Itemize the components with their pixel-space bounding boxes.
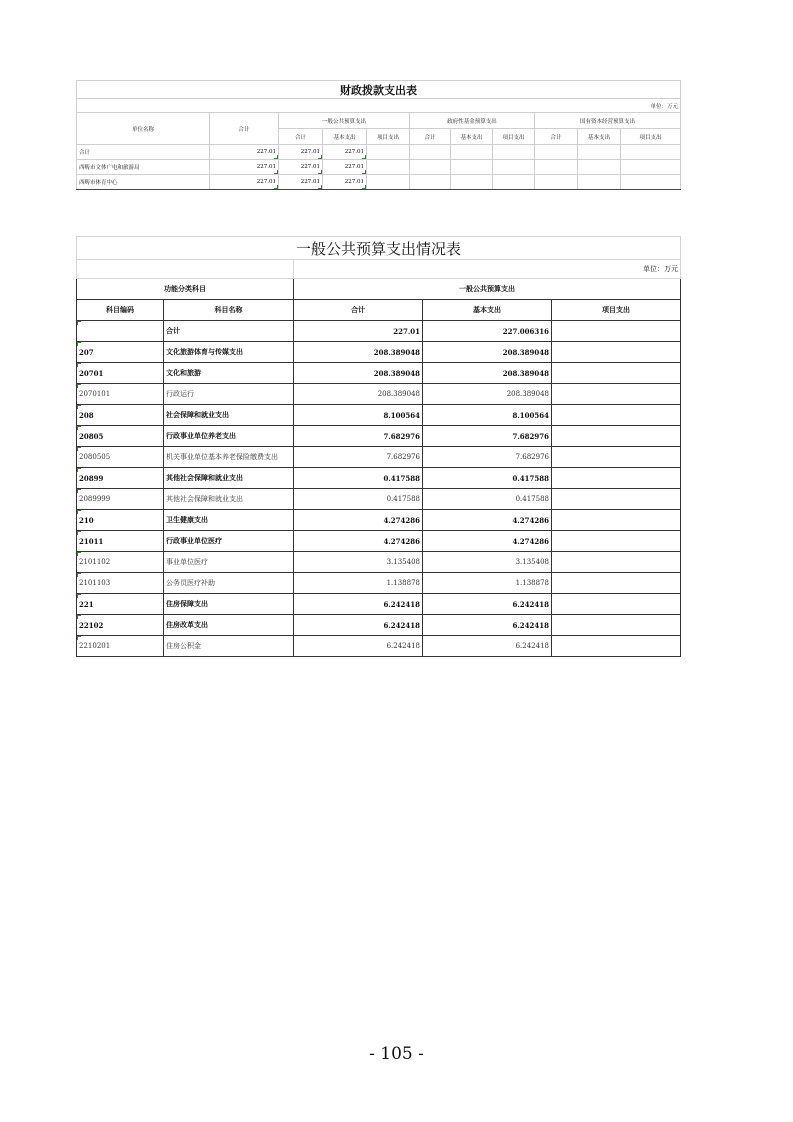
row-basic: 6.242418 [423, 636, 552, 657]
cell [410, 175, 451, 190]
row-code: 2101102 [77, 552, 164, 573]
row-total: 8.100564 [294, 405, 423, 426]
row-basic: 0.417588 [423, 489, 552, 510]
row-name: 合计 [77, 145, 210, 160]
row-name: 西畴市文体广电和旅游局 [77, 160, 210, 175]
cell [410, 160, 451, 175]
row-code: 2080505 [77, 447, 164, 468]
row-gpb-basic: 227.01 [323, 175, 367, 190]
header-func-class: 功能分类科目 [77, 279, 294, 300]
row-basic: 1.138878 [423, 573, 552, 594]
header-total: 合计 [294, 300, 423, 321]
table-row [77, 468, 681, 489]
row-project [552, 636, 681, 657]
row-name: 合计 [164, 321, 294, 342]
cell [451, 175, 493, 190]
header-gpb-basic: 基本支出 [323, 129, 367, 145]
cell [451, 145, 493, 160]
row-name: 住房改革支出 [164, 615, 294, 636]
row-total: 7.682976 [294, 426, 423, 447]
row-code: 20701 [77, 363, 164, 384]
row-project [552, 615, 681, 636]
header-soe-basic: 基本支出 [578, 129, 621, 145]
header-gpb-total: 合计 [279, 129, 323, 145]
table-row [77, 615, 681, 636]
row-project [552, 321, 681, 342]
row-code: 210 [77, 510, 164, 531]
row-name: 西畴市体育中心 [77, 175, 210, 190]
row-name: 行政事业单位养老支出 [164, 426, 294, 447]
header-project: 项目支出 [552, 300, 681, 321]
table-row [77, 531, 681, 552]
header-fund-project: 项目支出 [493, 129, 535, 145]
row-basic: 3.135408 [423, 552, 552, 573]
header-total: 合计 [210, 113, 279, 145]
header-gpb-project: 项目支出 [367, 129, 410, 145]
row-name: 机关事业单位基本养老保险缴费支出 [164, 447, 294, 468]
row-basic: 0.417588 [423, 468, 552, 489]
table-row [77, 489, 681, 510]
row-basic: 4.274286 [423, 510, 552, 531]
row-total: 0.417588 [294, 468, 423, 489]
table-row [77, 636, 681, 657]
cell [367, 175, 410, 190]
cell [367, 160, 410, 175]
table-row [77, 426, 681, 447]
page-number: - 105 - [369, 1044, 424, 1064]
row-basic: 7.682976 [423, 447, 552, 468]
row-basic: 4.274286 [423, 531, 552, 552]
table1-unit: 单位：万元 [77, 99, 681, 113]
cell [535, 145, 578, 160]
row-project [552, 531, 681, 552]
table-row [77, 573, 681, 594]
table-row [77, 363, 681, 384]
row-project [552, 342, 681, 363]
row-code: 20805 [77, 426, 164, 447]
row-name: 卫生健康支出 [164, 510, 294, 531]
cell [493, 145, 535, 160]
row-gpb-total: 227.01 [279, 160, 323, 175]
table-row [77, 510, 681, 531]
row-name: 公务员医疗补助 [164, 573, 294, 594]
header-soe: 国有资本经营预算支出 [535, 113, 681, 129]
row-name: 其他社会保障和就业支出 [164, 468, 294, 489]
row-basic: 208.389048 [423, 342, 552, 363]
row-code: 2089999 [77, 489, 164, 510]
row-total: 227.01 [210, 175, 279, 190]
table2-unit: 单位：万元 [294, 260, 681, 279]
row-project [552, 384, 681, 405]
row-basic: 227.006316 [423, 321, 552, 342]
row-name: 行政事业单位医疗 [164, 531, 294, 552]
cell [621, 145, 681, 160]
table1-title: 财政拨款支出表 [77, 81, 681, 99]
row-code: 207 [77, 342, 164, 363]
row-code: 2210201 [77, 636, 164, 657]
row-code: 21011 [77, 531, 164, 552]
row-total: 6.242418 [294, 594, 423, 615]
row-total: 227.01 [210, 145, 279, 160]
row-name: 住房保障支出 [164, 594, 294, 615]
row-total: 6.242418 [294, 615, 423, 636]
row-total: 227.01 [210, 160, 279, 175]
header-gpb: 一般公共预算支出 [279, 113, 410, 129]
row-basic: 208.389048 [423, 384, 552, 405]
row-total: 208.389048 [294, 384, 423, 405]
row-project [552, 468, 681, 489]
header-name: 科目名称 [164, 300, 294, 321]
cell [535, 160, 578, 175]
row-code: 221 [77, 594, 164, 615]
row-gpb-basic: 227.01 [323, 145, 367, 160]
row-project [552, 552, 681, 573]
header-code: 科目编码 [77, 300, 164, 321]
table-row [77, 175, 681, 190]
row-project [552, 447, 681, 468]
header-gov-fund: 政府性基金预算支出 [410, 113, 535, 129]
row-gpb-total: 227.01 [279, 175, 323, 190]
row-project [552, 594, 681, 615]
fiscal-allocation-expenditure-table [76, 80, 681, 190]
cell [451, 160, 493, 175]
row-total: 227.01 [294, 321, 423, 342]
table2-title: 一般公共预算支出情况表 [77, 237, 681, 260]
cell [621, 175, 681, 190]
row-total: 4.274286 [294, 531, 423, 552]
cell [410, 145, 451, 160]
cell [493, 175, 535, 190]
cell [77, 260, 294, 279]
row-project [552, 405, 681, 426]
row-total: 4.274286 [294, 510, 423, 531]
row-name: 住房公积金 [164, 636, 294, 657]
row-total: 208.389048 [294, 363, 423, 384]
row-name: 文化旅游体育与传媒支出 [164, 342, 294, 363]
cell [578, 145, 621, 160]
row-total: 6.242418 [294, 636, 423, 657]
row-code: 2070101 [77, 384, 164, 405]
row-basic: 7.682976 [423, 426, 552, 447]
row-total: 208.389048 [294, 342, 423, 363]
header-basic: 基本支出 [423, 300, 552, 321]
header-fund-basic: 基本支出 [451, 129, 493, 145]
row-project [552, 426, 681, 447]
row-project [552, 510, 681, 531]
general-public-budget-expenditure-table [76, 236, 681, 657]
header-unit-name: 单位名称 [77, 113, 210, 145]
table-row [77, 160, 681, 175]
row-basic: 8.100564 [423, 405, 552, 426]
cell [367, 145, 410, 160]
row-gpb-total: 227.01 [279, 145, 323, 160]
row-basic: 6.242418 [423, 594, 552, 615]
header-gpb: 一般公共预算支出 [294, 279, 681, 300]
row-total: 3.135408 [294, 552, 423, 573]
row-name: 社会保障和就业支出 [164, 405, 294, 426]
row-name: 事业单位医疗 [164, 552, 294, 573]
row-name: 文化和旅游 [164, 363, 294, 384]
header-fund-total: 合计 [410, 129, 451, 145]
row-gpb-basic: 227.01 [323, 160, 367, 175]
row-code: 2101103 [77, 573, 164, 594]
row-code: 20899 [77, 468, 164, 489]
cell [535, 175, 578, 190]
row-name: 其他社会保障和就业支出 [164, 489, 294, 510]
row-basic: 208.389048 [423, 363, 552, 384]
header-soe-project: 项目支出 [621, 129, 681, 145]
table-row [77, 447, 681, 468]
table-row [77, 321, 681, 342]
row-basic: 6.242418 [423, 615, 552, 636]
table-row [77, 552, 681, 573]
row-total: 1.138878 [294, 573, 423, 594]
cell [578, 160, 621, 175]
row-code: 22102 [77, 615, 164, 636]
table-row [77, 145, 681, 160]
row-total: 7.682976 [294, 447, 423, 468]
row-total: 0.417588 [294, 489, 423, 510]
cell [621, 160, 681, 175]
cell [578, 175, 621, 190]
row-project [552, 573, 681, 594]
table-row [77, 384, 681, 405]
row-project [552, 489, 681, 510]
row-code [77, 321, 164, 342]
row-code: 208 [77, 405, 164, 426]
table-row [77, 405, 681, 426]
table-row [77, 594, 681, 615]
table-row [77, 342, 681, 363]
row-name: 行政运行 [164, 384, 294, 405]
row-project [552, 363, 681, 384]
cell [493, 160, 535, 175]
header-soe-total: 合计 [535, 129, 578, 145]
